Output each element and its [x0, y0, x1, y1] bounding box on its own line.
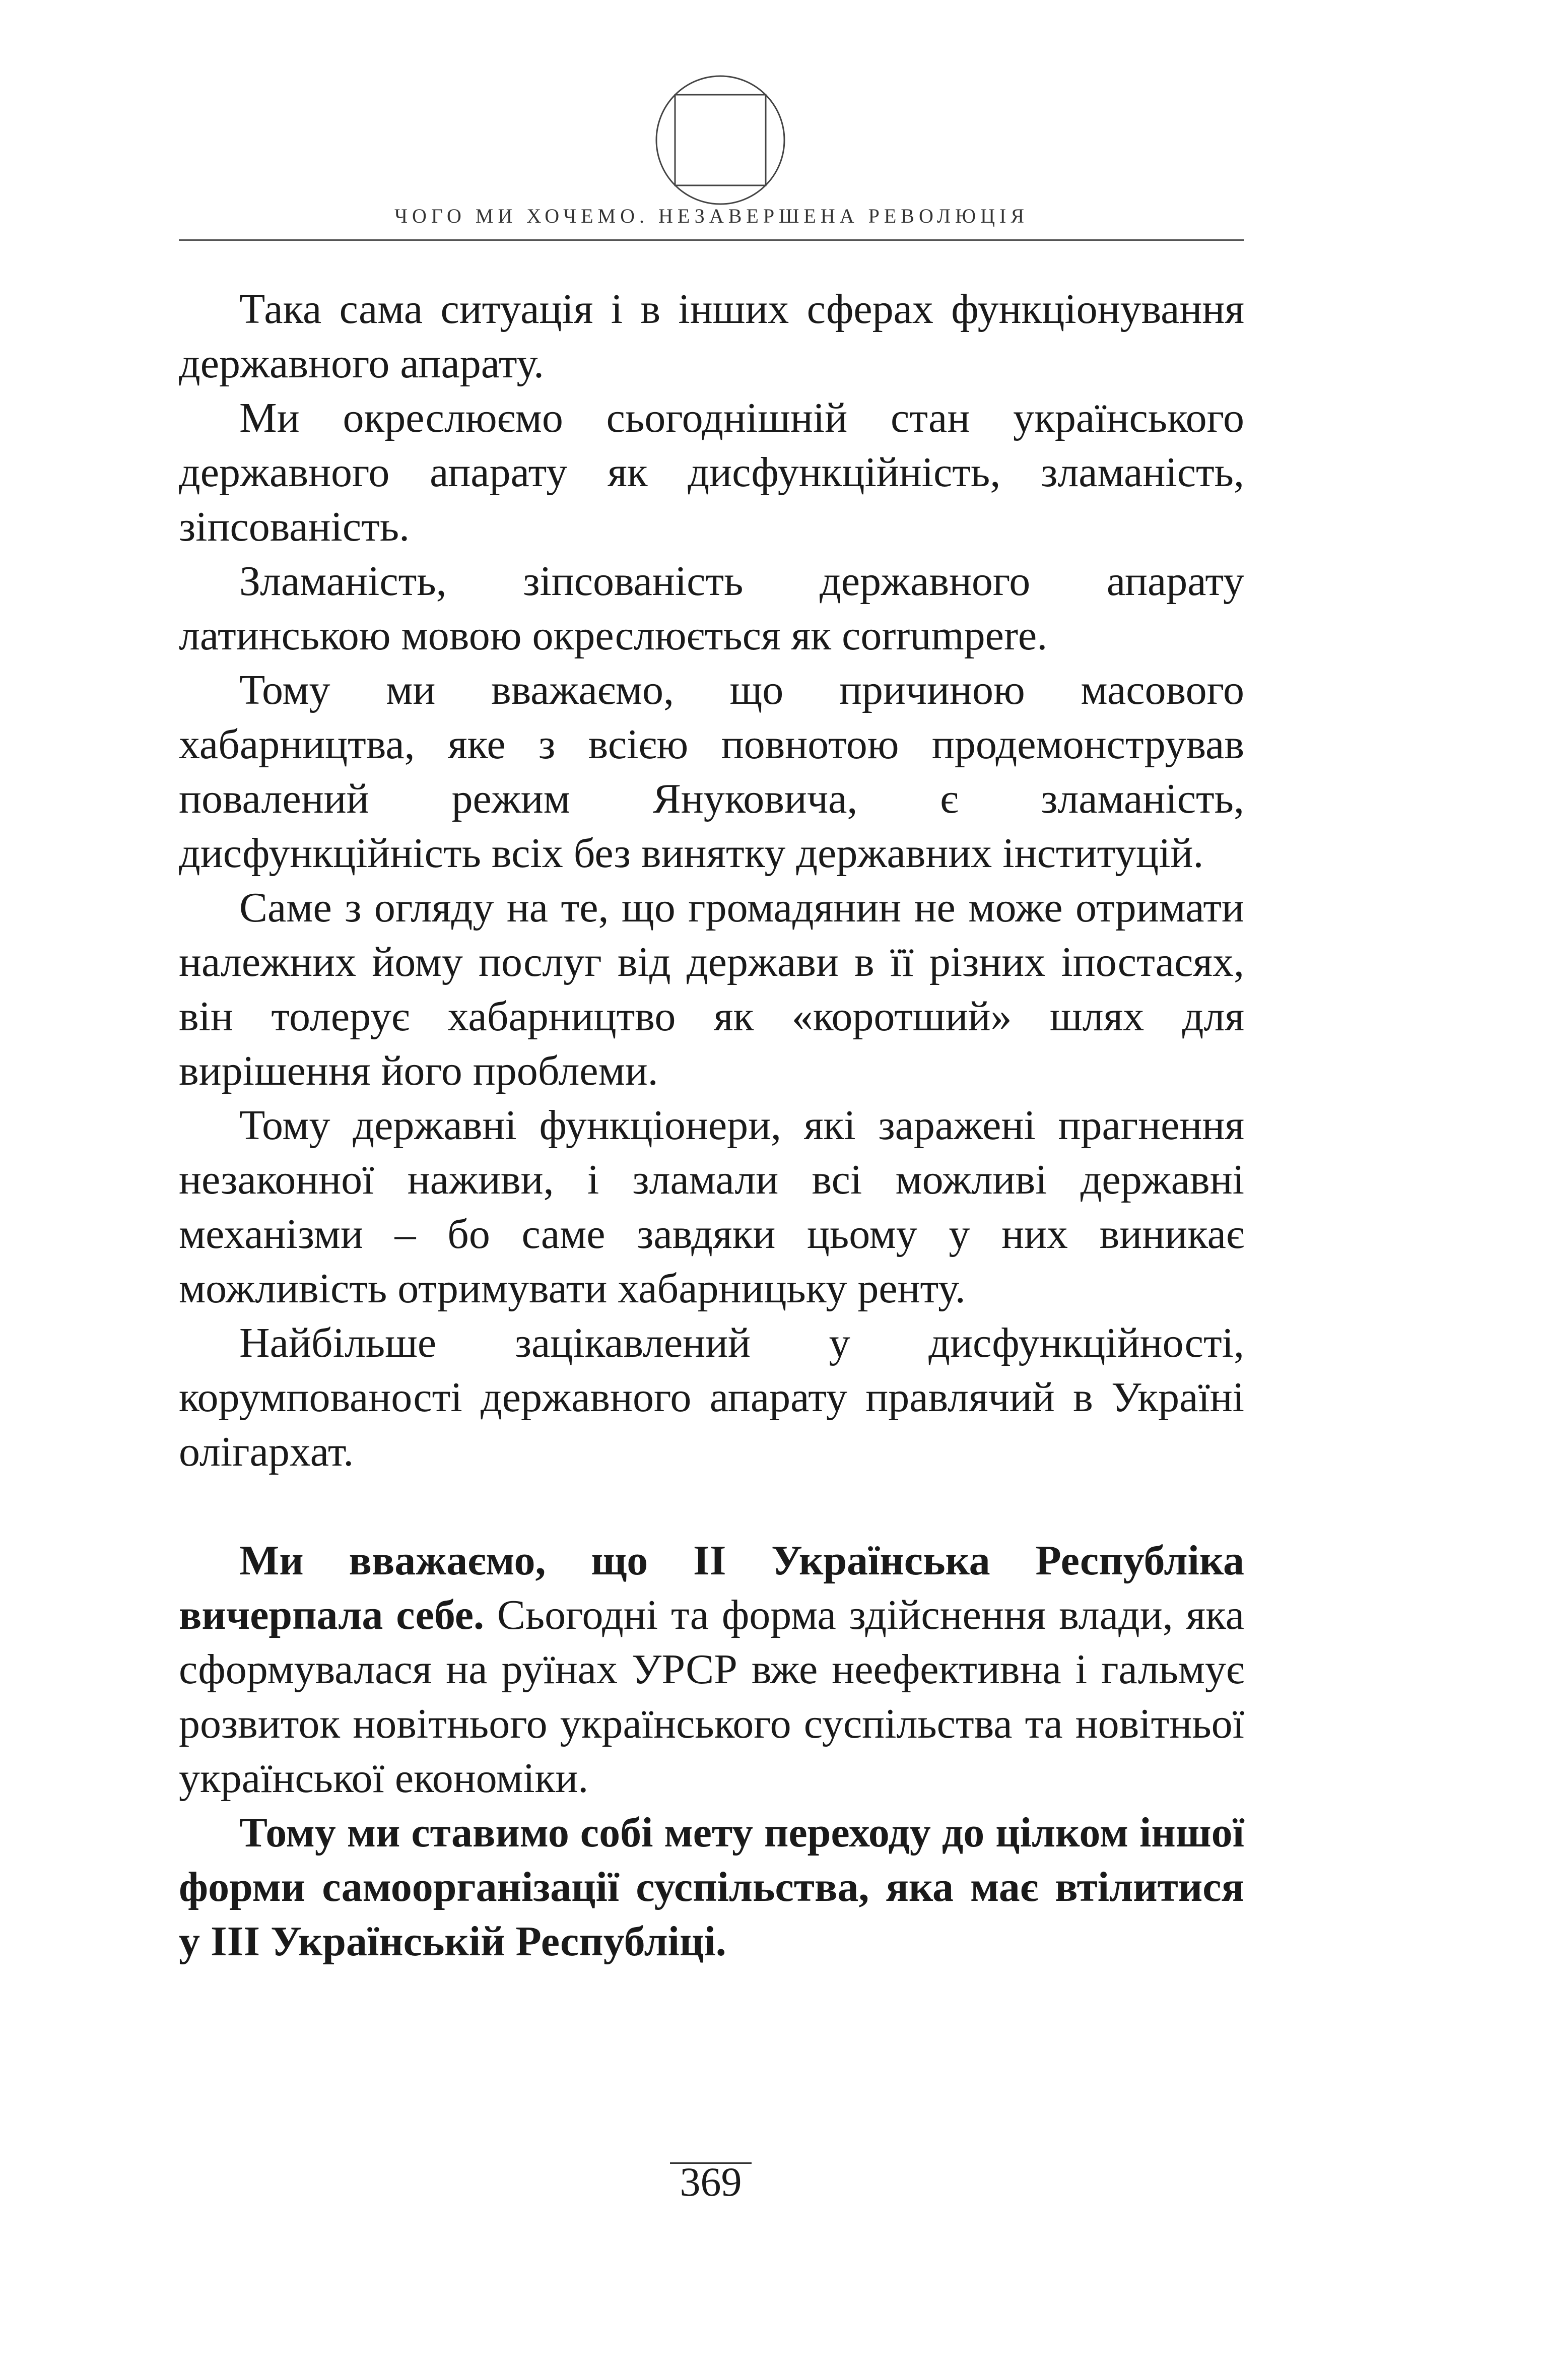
paragraph [179, 663, 1244, 881]
body-text [179, 282, 1244, 1969]
paragraph-text: Зламаність, зіпсованість державного апарату латинською мовою окреслюється як corrumpere. [179, 558, 1244, 659]
paragraph-text: Ми окреслюємо сьогоднішній стан українського державного апарату як дисфункційність, зламаність, зіпсованість. [179, 394, 1244, 550]
paragraph [179, 282, 1244, 391]
paragraph-text: Така сама ситуація і в інших сферах функціонування державного апарату. [179, 286, 1244, 387]
paragraph [179, 391, 1244, 554]
paragraph [179, 881, 1244, 1098]
paragraph [179, 1534, 1244, 1806]
paragraph [179, 1806, 1244, 1969]
paragraph-text: Сьогодні та форма здійснення влади, яка сформувалася на руїнах УРСР вже неефективна і гальмує розвиток новітнього українського суспільства та новітньої української економіки. [179, 1592, 1244, 1802]
paragraph-bold-lead: Тому ми ставимо собі мету переходу до цілком іншої форми самоорганізації суспільства, яка має втілитися у ІІІ Українській Республіці. [179, 1809, 1244, 1965]
header-rule [179, 239, 1244, 241]
paragraph-text: Саме з огляду на те, що громадянин не може отримати належних йому послуг від держави в її різних іпостасях, він толерує хабарництво як «коротший» шлях для вирішення його проблеми. [179, 884, 1244, 1094]
paragraph-text: Тому державні функціонери, які заражені прагнення незаконної наживи, і зламали всі можливі державні механізми – бо саме завдяки цьому у них виникає можливість отримувати хабарницьку ренту. [179, 1102, 1244, 1312]
circle-in-square-emblem [652, 75, 788, 206]
paragraph-text: Тому ми вважаємо, що причиною масового хабарництва, яке з всією повнотою продемонстрував повалений режим Януковича, є зламаність, дисфункційність всіх без винятку державних інституцій. [179, 667, 1244, 877]
paragraph [179, 1316, 1244, 1479]
paragraph-text: Найбільше зацікавлений у дисфункційності, корумпованості державного апарату правлячий в Україні олігархат. [179, 1319, 1244, 1475]
page-number: 369 [680, 2159, 742, 2205]
paragraph [179, 1098, 1244, 1316]
paragraph-bold-lead: Ми вважаємо, що ІІ Українська Республіка вичерпала себе. [179, 1537, 1244, 1638]
running-head: ЧОГО МИ ХОЧЕМО. НЕЗАВЕРШЕНА РЕВОЛЮЦІЯ [394, 205, 1029, 227]
paragraph [179, 554, 1244, 663]
